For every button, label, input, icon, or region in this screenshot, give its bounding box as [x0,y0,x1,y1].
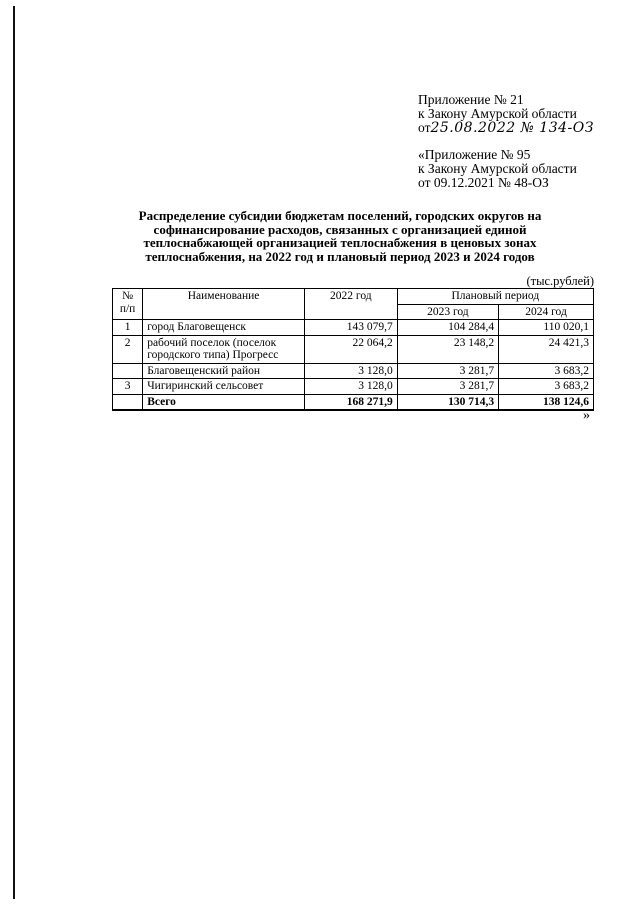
header-name: Наименование [143,289,305,320]
document-title [110,209,570,263]
appendix-previous-block [418,148,577,190]
appendix-current-block [418,93,594,135]
appendix-previous-date-line: от 09.12.2021 № 48-ОЗ [418,175,549,190]
row-name: рабочий поселок (поселок городского типа) Прогресс [143,335,305,363]
row-name: город Благовещенск [143,320,305,336]
table-row [113,335,594,363]
table-header-row [113,289,594,305]
appendix-previous-law: к Закону Амурской области [418,161,577,176]
row-2024: 110 020,1 [499,320,594,336]
row-2022: 3 128,0 [304,379,397,395]
appendix-previous-title: «Приложение № 95 [418,147,531,162]
row-name: Благовещенский район [143,363,305,379]
units-label: (тыс.рублей) [526,274,594,288]
total-2024: 138 124,6 [499,394,594,410]
document-title-line: теплоснабжающей организацией теплоснабжения в ценовых зонах [143,235,537,250]
total-number [113,394,143,410]
row-2022: 22 064,2 [304,335,397,363]
closing-quote: » [583,408,590,423]
row-number: 1 [113,320,143,336]
document-title-line: теплоснабжения, на 2022 год и плановый период 2023 и 2024 годов [145,248,535,264]
header-number: № п/п [113,289,143,320]
header-2023: 2023 год [397,304,498,320]
subsidy-table [112,288,594,411]
row-2024: 24 421,3 [499,335,594,363]
handwritten-date-number: 25.08.2022 № 134-ОЗ [430,120,594,136]
appendix-current-prefix: от [418,120,431,135]
appendix-current-date-line [418,121,594,135]
table-row [113,363,594,379]
row-2022: 143 079,7 [304,320,397,336]
row-2024: 3 683,2 [499,379,594,395]
total-2023: 130 714,3 [397,394,498,410]
table-row [113,320,594,336]
document-title-line: Распределение субсидии бюджетам поселений, городских округов на [138,208,542,223]
table-row [113,379,594,395]
row-2023: 3 281,7 [397,363,498,379]
appendix-current-title: Приложение № 21 [418,92,524,107]
row-number: 3 [113,379,143,395]
row-2023: 3 281,7 [397,379,498,395]
row-2022: 3 128,0 [304,363,397,379]
left-margin-line [13,6,15,899]
row-2023: 23 148,2 [397,335,498,363]
row-number: 2 [113,335,143,363]
header-2022: 2022 год [304,289,397,320]
appendix-current-law: к Закону Амурской области [418,106,577,121]
row-name: Чигиринский сельсовет [143,379,305,395]
total-label: Всего [143,394,305,410]
row-2024: 3 683,2 [499,363,594,379]
row-number [113,363,143,379]
header-2024: 2024 год [499,304,594,320]
header-planned-period: Плановый период [397,289,593,305]
document-title-line: софинансирование расходов, связанных с организацией единой [153,221,527,237]
table-total-row [113,394,594,410]
total-2022: 168 271,9 [304,394,397,410]
row-2023: 104 284,4 [397,320,498,336]
